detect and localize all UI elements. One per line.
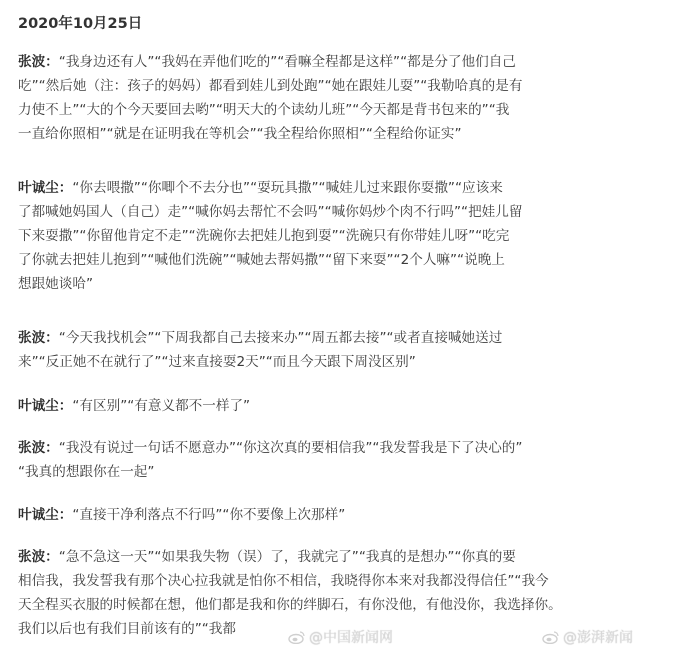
speaker-name: 张波： [18, 440, 59, 456]
dialogue-paragraph [18, 176, 676, 296]
text-line: 想跟她谈哈” [18, 276, 94, 292]
text-line: 张波：“我没有说过一句话不愿意办”“你这次真的要相信我”“我发誓我是下了决心的” [18, 440, 523, 456]
watermark-text: @中国新闻网 [309, 630, 393, 646]
text-line: 了都喊她妈国人（自己）走”“喊你妈去帮忙不会吗”“喊你妈炒个肉不行吗”“把娃儿留 [18, 204, 523, 220]
text-line: 张波：“我身边还有人”“我妈在弄他们吃的”“看嘛全程都是这样”“都是分了他们自己 [18, 54, 516, 70]
text-line: “我真的想跟你在一起” [18, 464, 155, 480]
text-line: 来”“反正她不在就行了”“过来直接耍2天”“而且今天跟下周没区别” [18, 354, 416, 370]
speaker-name: 叶诚尘： [18, 180, 73, 196]
text-line: 一直给你照相”“就是在证明我在等机会”“我全程给你照相”“全程给你证实” [18, 126, 462, 142]
watermark-text: @澎湃新闻 [563, 630, 633, 646]
text-line: 我们以后也有我们目前该有的”“我都 [18, 621, 236, 637]
speaker-name: 叶诚尘： [18, 507, 73, 523]
speaker-name: 张波： [18, 330, 59, 346]
watermark-thepaper [542, 627, 633, 647]
text-line: 张波：“今天我找机会”“下周我都自己去接来办”“周五都去接”“或者直接喊她送过 [18, 330, 503, 346]
weibo-logo-icon [288, 630, 306, 644]
speaker-name: 张波： [18, 549, 59, 565]
weibo-logo-icon [542, 630, 560, 644]
text-line: 相信我，我发誓我有那个决心拉我就是怕你不相信，我晓得你本来对我都没得信任”“我今 [18, 573, 549, 589]
dialogue-paragraph [18, 326, 676, 374]
text-line: 吃”“然后她（注：孩子的妈妈）都看到娃儿到处跑”“她在跟娃儿耍”“我勒哈真的是有 [18, 78, 523, 94]
dialogue-paragraph [18, 436, 676, 484]
text-line: 了你就去把娃儿抱到”“喊他们洗碗”“喊她去帮妈撒”“留下来耍”“2个人嘛”“说晚上 [18, 252, 505, 268]
dialogue-paragraph [18, 50, 676, 146]
text-line: 力使不上”“大的个今天要回去哟”“明天大的个读幼儿班”“今天都是背书包来的”“我 [18, 102, 510, 118]
text-line: 下来耍撒”“你留他肯定不走”“洗碗你去把娃儿抱到耍”“洗碗只有你带娃儿呀”“吃完 [18, 228, 510, 244]
text-line: 叶诚尘：“你去喂撒”“你唧个不去分也”“耍玩具撒”“喊娃儿过来跟你耍撒”“应该来 [18, 180, 503, 196]
text-line: 张波：“急不急这一天”“如果我失物（误）了，我就完了”“我真的是想办”“你真的要 [18, 549, 516, 565]
speaker-name: 叶诚尘： [18, 398, 73, 414]
watermark-chinanews [288, 627, 393, 647]
speaker-name: 张波： [18, 54, 59, 70]
post-date: 2020年10月25日 [18, 16, 143, 32]
text-line: 天全程买衣服的时候都在想，他们都是我和你的绊脚石，有你没他，有他没你，我选择你。 [18, 597, 562, 613]
text-line: 叶诚尘：“有区别”“有意义都不一样了” [18, 398, 251, 414]
dialogue-paragraph [18, 394, 676, 418]
text-line: 叶诚尘：“直接干净利落点不行吗”“你不要像上次那样” [18, 507, 346, 523]
dialogue-paragraph [18, 503, 676, 527]
